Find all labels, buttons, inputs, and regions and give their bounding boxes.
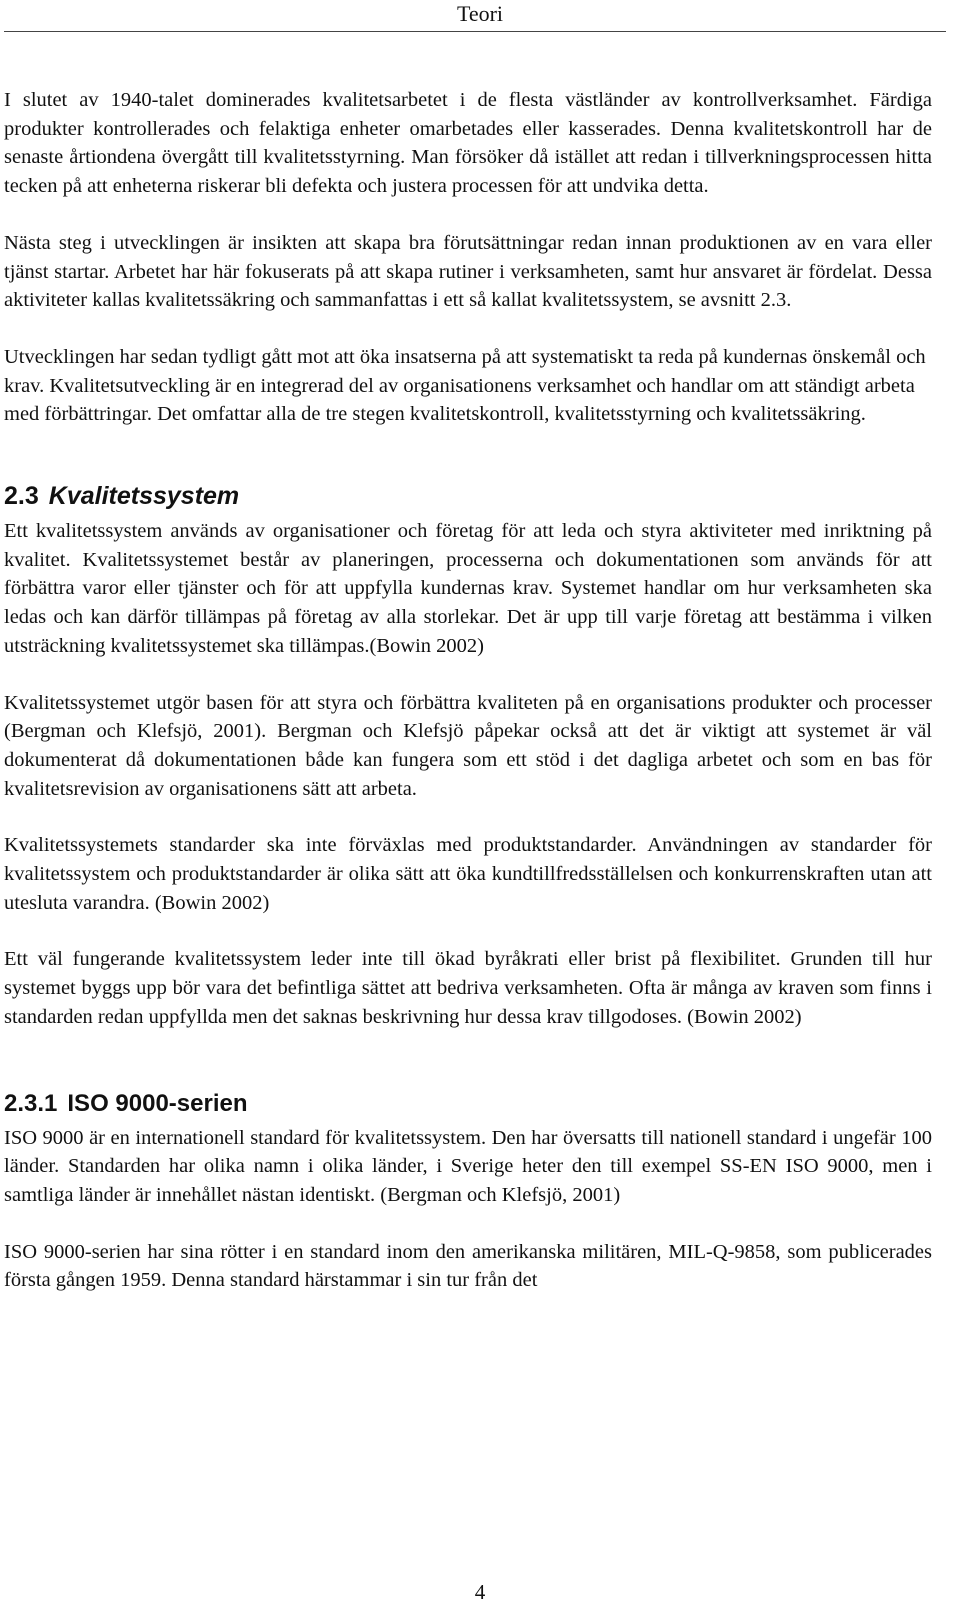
paragraph-bureaucracy: Ett väl fungerande kvalitetssystem leder inte till ökad byråkrati eller brist på flexibilitet. Grunden till hur systemet byggs upp bör vara det befintliga sättet att bedriva verksamheten. Ofta är många av kraven som finns i standarden redan uppfyllda men det saknas beskrivning hur dessa krav tillgodoses. (Bowin 2002) [4,948,932,1028]
subsection-title: ISO 9000-serien [67,1089,248,1117]
subsection-number: 2.3.1 [4,1089,58,1117]
document-body [4,86,932,1295]
page-number: 4 [474,1580,486,1604]
header-divider [4,31,946,32]
section-heading-kvalitetssystem [4,479,932,513]
paragraph-basis: Kvalitetssystemet utgör basen för att styra och förbättra kvaliteten på en organisations produkter och processer (Bergman och Klefsjö, 2001). Bergman och Klefsjö påpekar också att det är viktigt att systemet är väl dokumenterat då dokumentationen både kan fungera som ett stöd i det dagliga arbetet och som en bas för kvalitetsrevision av organisationens sätt att arbeta. [4,691,932,800]
header-title: Teori [456,1,504,26]
paragraph-iso-history: ISO 9000-serien har sina rötter i en standard inom den amerikanska militären, MIL-Q-9858, som publicerades första gången 1959. Denna standard härstammar i sin tur från det [4,1240,932,1292]
paragraph-next-step: Nästa steg i utvecklingen är insikten att skapa bra förutsättningar redan innan produktionen av en vara eller tjänst startar. Arbetet har här fokuserats på att skapa rutiner i verksamheten, samt hur ansvaret är fördelat. Dessa aktiviteter kallas kvalitetssäkring och sammanfattas i ett så kallat kvalitetssystem, se avsnitt 2.3. [4,231,932,312]
running-header [0,0,960,30]
paragraph-history: I slutet av 1940-talet dominerades kvalitetsarbetet i de flesta västländer av kontrollverksamhet. Färdiga produkter kontrollerades och felaktiga enheter omarbetades eller kasserades. Denna kvalitetskontroll har de senaste årtiondena övergått till kvalitetsstyrning. Man försöker då istället att redan i tillverkningsprocessen hitta tecken på att enheterna riskerar bli defekta och justera processen för att undvika detta. [4,89,932,198]
paragraph-standards: Kvalitetssystemets standarder ska inte förväxlas med produktstandarder. Användningen av standarder för kvalitetssystem och produktstandarder är olika sätt att öka kundtillfredsställelsen och konkurrenskraften utan att utesluta varandra. (Bowin 2002) [4,834,932,914]
paragraph-iso-intro: ISO 9000 är en internationell standard för kvalitetssystem. Den har översatts till nationell standard i ungefär 100 länder. Standarden har olika namn i olika länder, i Sverige heter den till exempel SS-EN ISO 9000, men i samtliga länder är innehållet nästan identiskt. (Bergman och Klefsjö, 2001) [4,1126,932,1206]
section-title: Kvalitetssystem [48,482,240,511]
subsection-heading-iso9000 [4,1088,932,1120]
paragraph-development: Utvecklingen har sedan tydligt gått mot att öka insatserna på att systematiskt ta reda på kundernas önskemål och krav. Kvalitetsutveckling är en integrerad del av organisationens verksamhet och handlar om att ständigt arbeta med förbättringar. Det omfattar alla de tre stegen kvalitetskontroll, kvalitetsstyrning och kvalitetssäkring. [4,345,926,426]
section-number: 2.3 [4,482,39,511]
paragraph-definition: Ett kvalitetssystem används av organisationer och företag för att leda och styra aktiviteter med inriktning på kvalitet. Kvalitetssystemet består av planeringen, processerna och dokumentationen som används för att förbättra varor eller tjänster och för att uppfylla kundernas krav. Systemet handlar om hur verksamheten ska ledas och kan därför tillämpas på företag av alla storlekar. Det är upp till varje företag att bestämma i vilken utsträckning kvalitetssystemet ska tillämpas.(Bowin 2002) [4,520,932,657]
